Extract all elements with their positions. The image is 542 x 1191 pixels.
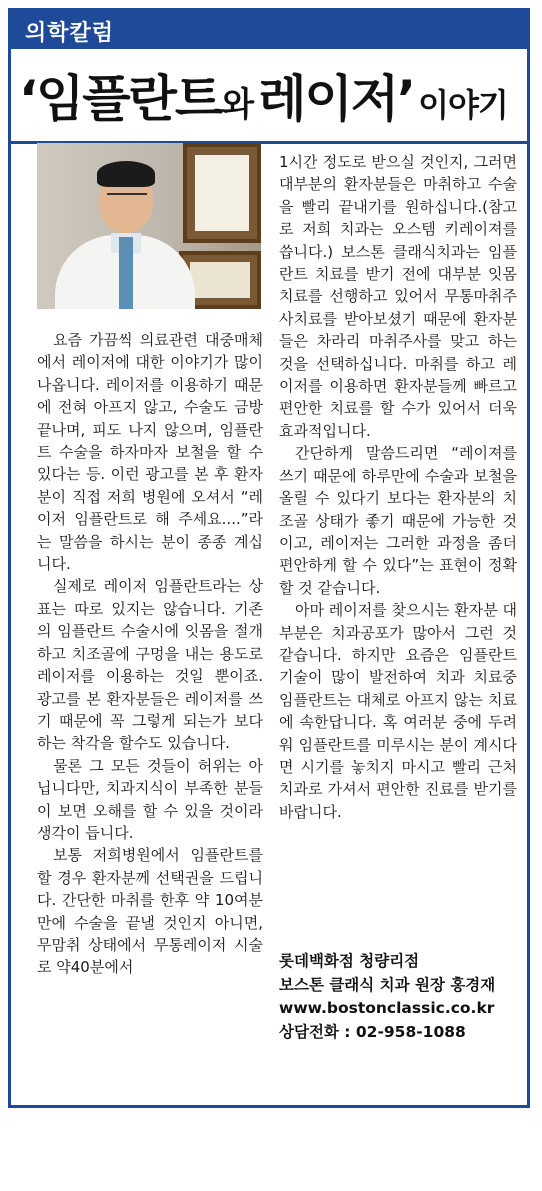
author-signature (279, 950, 519, 1044)
author-name: 보스톤 클래식 치과 원장 홍경재 (279, 975, 496, 994)
clinic-location: 롯데백화점 청량리점 (279, 952, 420, 970)
section-header (11, 11, 527, 49)
headline-part1: ‘임플란트 (19, 70, 222, 128)
article-column-left (37, 329, 263, 979)
headline-part4: 이야기 (418, 86, 508, 124)
paragraph: 실제로 레이저 임플란트라는 상표는 따로 있지는 않습니다. 기존의 임플란트 수술시에 잇몸을 절개하고 치조골에 구멍을 내는 용도로 레이저를 이용하는 것일 뿐이죠. 광고를 본 환자분들은 레이저를 쓰기 때문에 꼭 그렇게 되는가 보다 하는 착각을 할수도 있습니다. (37, 577, 263, 753)
paragraph: 1시간 정도로 받으실 것인지, 그러면 대부분의 환자분들은 마취하고 수술을 빨리 끝내기를 원하십니다.(참고로 저희 치과는 오스템 키레이져를 씁니다.) 보스톤 클래식치과는 임플란트 치료를 받기 전에 대부분 잇몸치료를 선행하고 있어서 무통마취주사치료를 받아보셨기 때문에 환자분들은 차라리 마취주사를 맞고 하는 것을 선택하십니다. 마취를 하고 레이저를 이용하면 환자분들께 빠르고 편안한 치료를 할 수가 있어서 더욱 효과적입니다. (279, 153, 517, 440)
phone-number: 상담전화 : 02-958-1088 (279, 1022, 466, 1041)
paragraph: 물론 그 모든 것들이 허위는 아닙니다만, 치과지식이 부족한 분들이 보면 오해를 할 수 있을 것이라 생각이 듭니다. (37, 756, 263, 842)
headline-part3: 레이저’ (258, 70, 415, 128)
website-link[interactable]: www.bostonclassic.co.kr (279, 999, 495, 1017)
paragraph: 요즘 가끔씩 의료관련 대중매체에서 레이저에 대한 이야기가 많이 나옵니다. 레이저를 이용하기 때문에 전혀 아프지 않고, 수술도 금방 끝나며, 피도 나지 않으며, 임플란트 수술을 하자마자 보철을 할 수 있다는 등. 이런 광고를 본 후 환자분이 직접 저희 병원에 오셔서 “레이저 임플란트로 해 주세요....”라는 말씀을 하시는 분이 종종 계십니다. (37, 331, 263, 574)
column-frame (8, 8, 530, 1108)
paragraph: 간단하게 말씀드리면 “레이져를 쓰기 때문에 하루만에 수술과 보철을 올릴 수 있다기 보다는 환자분의 치조골 상태가 좋기 때문에 가능한 것이고, 레이저는 그러한 과정을 좀더 편안하게 할 수 있다”는 표현이 정확할 것 같습니다. (279, 444, 517, 597)
article-column-right (279, 151, 517, 823)
doctor-photo (37, 143, 261, 309)
paragraph: 아마 레이저를 찾으시는 환자분 대부분은 치과공포가 많아서 그런 것 같습니다. 하지만 요즘은 임플란트 기술이 많이 발전하여 치과 치료중 임플란트는 대체로 아프지 않는 치료에 속한답니다. 혹 여러분 중에 두려워 임플란트를 미루시는 분이 계시다면 시기를 놓치지 마시고 빨리 근처 치과로 가셔서 편안한 진료를 받기를 바랍니다. (279, 601, 517, 821)
section-label: 의학칼럼 (25, 21, 115, 46)
certificate-frame (183, 143, 261, 243)
headline-part2: 와 (221, 85, 254, 125)
headline (19, 61, 525, 137)
paragraph: 보통 저희병원에서 임플란트를 할 경우 환자분께 선택권을 드립니다. 간단한 마취를 한후 약 10여분만에 수술을 끝낼 것인지 아니면, 무맘취 상태에서 무통레이저 시술로 약40분에서 (37, 846, 263, 977)
